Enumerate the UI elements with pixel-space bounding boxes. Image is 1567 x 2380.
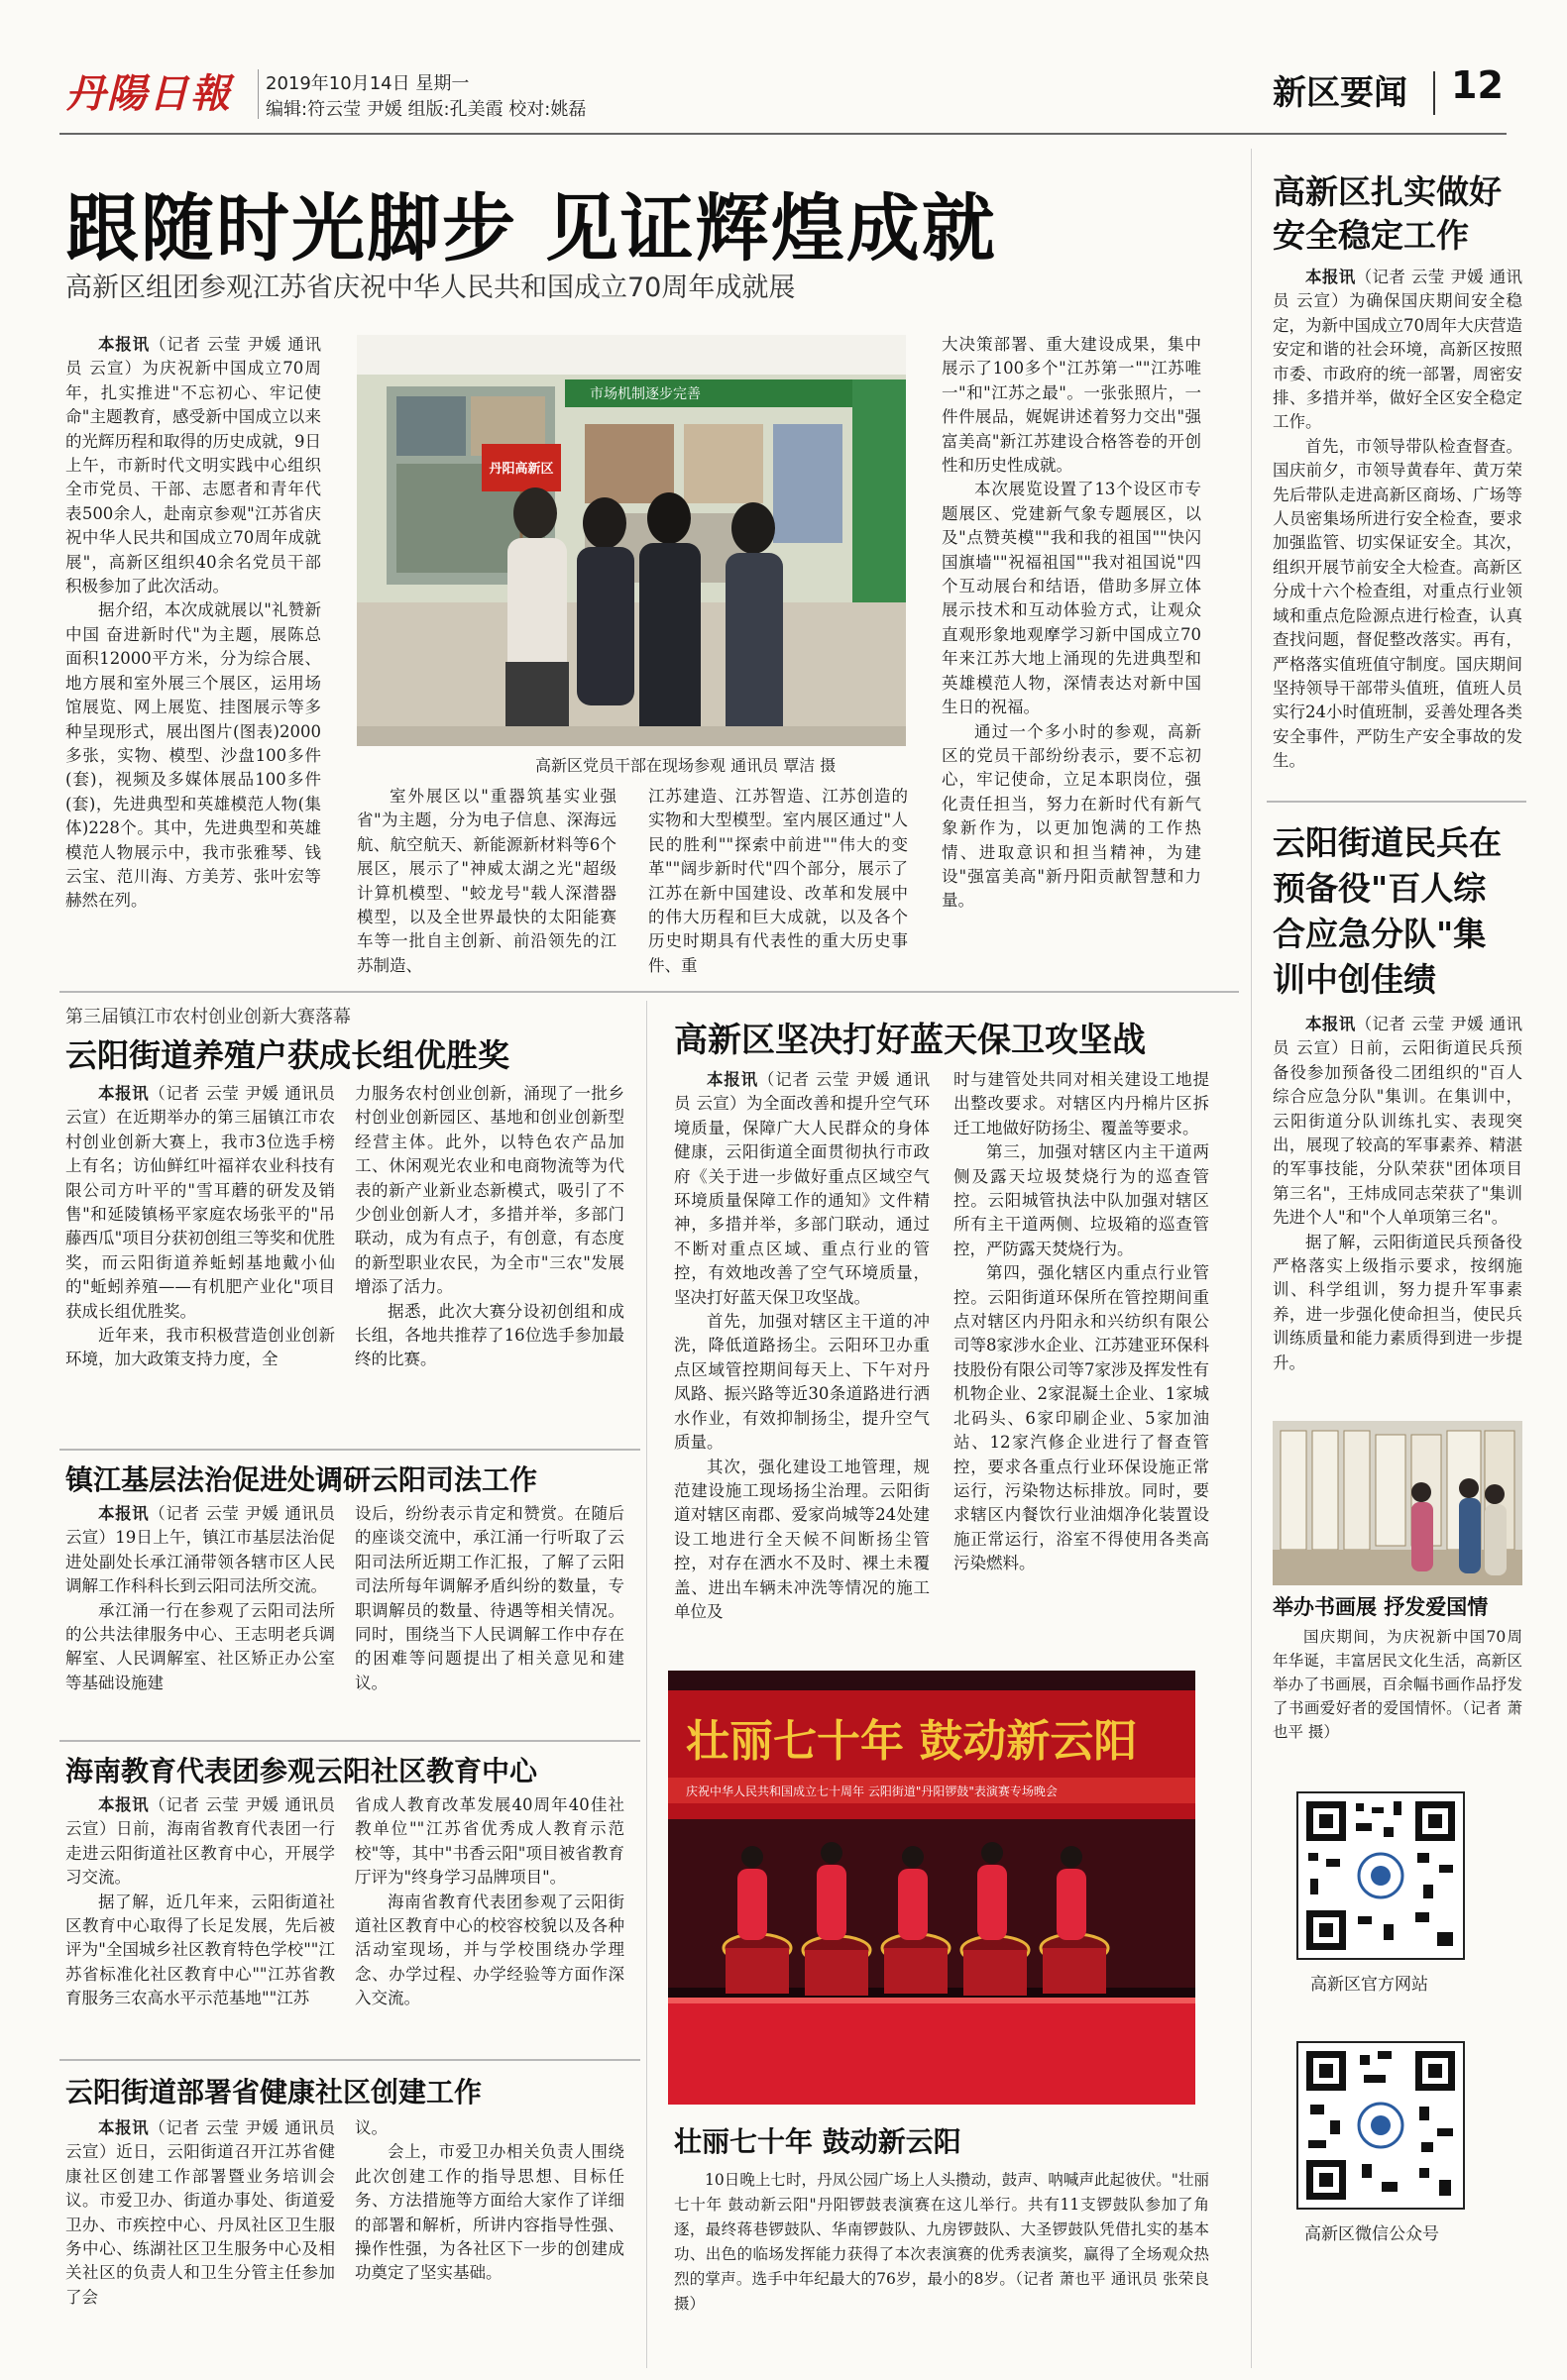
- law-headline: 镇江基层法治促进处调研云阳司法工作: [65, 1463, 538, 1496]
- right2-body: 本报讯（记者 云莹 尹媛 通讯员 云宣）日前，云阳街道民兵预备役参加预备役二团组织的"百人综合应急分队"集训。在集训中，云阳街道分队训练扎实、表现突出，展现了较高的军事素养、精湛的军事技能，分队荣获"团体项目第三名"，王炜成同志荣获了"集训先进个人"和"个人单项第三名"。 据了解，云阳街道民兵预备役严格落实上级指示要求，按纲施训、科学组训，努力提升军事素养，进一步强化使命担当，使民兵训练质量和能力素质得到进一步提升。: [1273, 1015, 1522, 1372]
- drum-headline: 壮丽七十年 鼓动新云阳: [674, 2125, 961, 2158]
- right2-headline-line3: 合应急分队"集: [1273, 915, 1487, 953]
- lead-subhead: 高新区组团参观江苏省庆祝中华人民共和国成立70周年成就展: [65, 272, 796, 303]
- lead-column-4: 大决策部署、重大建设成果，集中展示了100多个"江苏第一""江苏唯一"和"江苏之最"。一张张照片，一件件展品，娓娓讲述着努力交出"强富美高"新江苏建设合格答卷的开创性和历史性成就。 本次展览设置了13个设区市专题展区、党建新气象专题展区，以及"点赞英模""我和我的祖国""快闪国旗墙""祝福祖国""我对祖国说"四个互动展台和结语，借助多屏立体展示技术和互动体验方式，让观众直观形象地观摩学习新中国成立70年来江苏大地上涌现的先进典型和英雄模范人物，深情表达对新中国生日的祝福。 通过一个多小时的参观，高新区的党员干部纷纷表示，要不忘初心，牢记使命，立足本职岗位，强化责任担当，努力在新时代有新气象新作为，以更加饱满的工作热情、进取意识和担当精神，为建设"强富美高"新丹阳贡献智慧和力量。: [942, 335, 1201, 911]
- photo-banner-text: 市场机制逐步完善: [590, 386, 701, 402]
- page-number: 12: [1451, 63, 1504, 107]
- website-qr-label: 高新区官方网站: [1310, 1975, 1428, 1995]
- lead-dateline: 本报讯: [98, 335, 150, 354]
- wechat-qr-code[interactable]: [1296, 2041, 1465, 2210]
- lead-column-2: 室外展区以"重器筑基实业强省"为主题，分为电子信息、深海远航、航空航天、新能源新材料等6个展区，展示了"神威太湖之光"超级计算机模型、"蛟龙号"载人深潜器模型，以及全世界最快的太阳能赛车等一批自主创新、前沿领先的江苏制造、: [357, 787, 616, 975]
- drum-stage-text: 庆祝中华人民共和国成立七十周年 云阳街道"丹阳锣鼓"表演赛专场晚会: [686, 1785, 1058, 1798]
- edu-column-2: 省成人教育改革发展40周年40佳社教单位""江苏省优秀成人教育示范校"等，其中"书香云阳"项目被省教育厅评为"终身学习品牌项目"。 海南省教育代表团参观了云阳街道社区教育中心的校容校貌以及各种活动室现场，并与学校围绕办学理念、办学过程、办学经验等方面作深入交流。: [355, 1795, 624, 2008]
- drum-caption: 10日晚上七时，丹凤公园广场上人头攒动，鼓声、呐喊声此起彼伏。"壮丽七十年 鼓动新云阳"丹阳锣鼓表演赛在这儿举行。共有11支锣鼓队参加了角逐，最终蒋巷锣鼓队、华南锣鼓队、九房锣鼓队、大圣锣鼓队凭借扎实的基本功、出色的临场发挥能力获得了本次表演赛的优秀表演奖，赢得了全场观众热烈的掌声。选手中年纪最大的76岁，最小的8岁。（记者 萧也平 通讯员 张荣良 摄）: [674, 2171, 1209, 2313]
- lead-photo-caption: 高新区党员干部在现场参观 通讯员 覃洁 摄: [535, 756, 837, 775]
- right1-headline-line2: 安全稳定工作: [1273, 216, 1469, 255]
- lead-column-3: 江苏建造、江苏智造、江苏创造的实物和大型模型。室内展区通过"人民的胜利""探索中前进""伟大的变革""阔步新时代"四个部分，展示了江苏在新中国建设、改革和发展中的伟大历程和巨大成就，以及各个历史时期具有代表性的重大历史事件、重: [648, 787, 908, 975]
- right2-headline-line4: 训中创佳绩: [1273, 960, 1436, 999]
- edu-headline: 海南教育代表团参观云阳社区教育中心: [65, 1755, 538, 1787]
- section-title: 新区要闻: [1273, 73, 1407, 113]
- farm-column-2: 力服务农村创业创新，涌现了一批乡村创业创新园区、基地和创业创新型经营主体。此外，以特色农产品加工、休闲观光农业和电商物流等为代表的新产业新业态新模式，吸引了不少创业创新人才，多措并举，多部门联动，成为有点子，有创意，有态度的新型职业农民，为全市"三农"发展增添了活力。 据悉，此次大赛分设初创组和成长组，各地共推荐了16位选手参加最终的比赛。: [355, 1084, 624, 1369]
- editorial-staff: 编辑:符云莹 尹媛 组版:孔美霞 校对:姚磊: [266, 99, 587, 120]
- newspaper-logo: 丹陽日報: [65, 71, 232, 117]
- lead-column-1: 本报讯（记者 云莹 尹媛 通讯员 云宣）为庆祝新中国成立70周年，扎实推进"不忘初心、牢记使命"主题教育，感受新中国成立以来的光辉历程和取得的历史成就，9日上午，市新时代文明实践中心组织全市党员、干部、志愿者和青年代表500余人，赴南京参观"江苏省庆祝中华人民共和国成立70周年成就展"，高新区组织40余名党员干部积极参加了此次活动。 据介绍，本次成就展以"礼赞新中国 奋进新时代"为主题，展陈总面积12000平方米，分为综合展、地方展和室外展三个展区，运用场馆展览、网上展览、挂图展示等多种呈现形式，展出图片(图表)2000多张，实物、模型、沙盘100多件(套)，视频及多媒体展品100多件(套)，先进典型和英雄模范人物(集体)228个。其中，先进典型和英雄模范人物展示中，我市张雅琴、钱云宝、范川海、方美芳、张叶宏等赫然在列。: [65, 335, 321, 911]
- health-column-2: 议。 会上，市爱卫办相关负责人围绕此次创建工作的指导思想、目标任务、方法措施等方面给大家作了详细的部署和解析，所讲内容指导性强、操作性强，为各社区下一步的创建成功奠定了坚实基础。: [355, 2118, 624, 2283]
- right1-headline-line1: 高新区扎实做好: [1273, 172, 1502, 211]
- issue-date: 2019年10月14日 星期一: [266, 73, 470, 94]
- photo-sign-text: 丹阳高新区: [489, 462, 554, 477]
- wechat-qr-label: 高新区微信公众号: [1304, 2224, 1439, 2244]
- health-column-1: 本报讯（记者 云莹 尹媛 通讯员 云宣）近日，云阳街道召开江苏省健康社区创建工作部署暨业务培训会议。市爱卫办、街道办事处、街道爱卫办、市疾控中心、丹凤社区卫生服务中心、练湖社区卫生服务中心及相关社区的负责人和卫生分管主任参加了会: [65, 2118, 335, 2307]
- right1-body: 本报讯（记者 云莹 尹媛 通讯员 云宣）为确保国庆期间安全稳定，为新中国成立70周年大庆营造安定和谐的社会环境，高新区按照市委、市政府的统一部署，周密安排、多措并举，做好全区安全稳定工作。 首先，市领导带队检查督查。国庆前夕，市领导黄春年、黄万荣先后带队走进高新区商场、广场等人员密集场所进行安全检查，要求加强监管、切实保证安全。其次，组织开展节前安全大检查。高新区分成十六个检查组，对重点行业领域和重点危险源点进行检查，认真查找问题，督促整改落实。再有，严格落实值班值守制度。国庆期间坚持领导干部带头值班，值班人员实行24小时值班制，妥善处理各类安全事件，严防生产安全事故的发生。: [1273, 268, 1522, 771]
- farm-headline: 云阳街道养殖户获成长组优胜奖: [65, 1036, 510, 1074]
- law-column-2: 设后，纷纷表示肯定和赞赏。在随后的座谈交流中，承江涌一行听取了云阳司法所近期工作汇报，了解了云阳司法所每年调解矛盾纠纷的数量，专职调解员的数量、待遇等相关情况。同时，围绕当下人民调解工作中存在的困难等问题提出了相关意见和建议。: [355, 1504, 624, 1692]
- lead-photo-exhibition: [357, 335, 906, 746]
- lead-headline: 跟随时光脚步 见证辉煌成就: [65, 186, 997, 271]
- drum-performance-photo: [668, 1671, 1195, 2105]
- right2-headline-line2: 预备役"百人综: [1273, 869, 1487, 908]
- calligraphy-photo: [1273, 1421, 1522, 1585]
- farm-kicker: 第三届镇江市农村创业创新大赛落幕: [65, 1007, 351, 1028]
- edu-column-1: 本报讯（记者 云莹 尹媛 通讯员 云宣）日前，海南省教育代表团一行走进云阳街道社区教育中心，开展学习交流。 据了解，近几年来，云阳街道社区教育中心取得了长足发展，先后被评为"全国城乡社区教育特色学校""江苏省标准化社区教育中心""江苏省教育服务三农高水平示范基地""江苏: [65, 1795, 335, 2008]
- calligraphy-headline: 举办书画展 抒发爱国情: [1273, 1595, 1489, 1619]
- health-headline: 云阳街道部署省健康社区创建工作: [65, 2076, 483, 2109]
- farm-column-1: 本报讯（记者 云莹 尹媛 通讯员 云宣）在近期举办的第三届镇江市农村创业创新大赛上，我市3位选手榜上有名；访仙鲜红叶福祥农业科技有限公司方叶平的"雪耳蘑的研发及销售"和延陵镇杨平家庭农场张平的"吊藤西瓜"项目分获初创组三等奖和优胜奖，而云阳街道养蚯蚓基地戴小仙的"蚯蚓养殖——有机肥产业化"项目获成长组优胜奖。 近年来，我市积极营造创业创新环境，加大政策支持力度，全: [65, 1084, 335, 1369]
- sky-column-2: 时与建管处共同对相关建设工地提出整改要求。对辖区内丹棉片区拆迁工地做好防扬尘、覆盖等要求。 第三，加强对辖区内主干道两侧及露天垃圾焚烧行为的巡查管控。云阳城管执法中队加强对辖区所有主干道两侧、垃圾箱的巡查管控，严防露天焚烧行为。 第四，强化辖区内重点行业管控。云阳街道环保所在管控期间重点对辖区内丹阳永和兴纺织有限公司等8家涉水企业、江苏建亚环保科技股份有限公司等7家涉及挥发性有机物企业、2家混凝土企业、1家城北码头、6家印刷企业、5家加油站、12家汽修企业进行了督查管控，要求各重点行业环保设施正常运行，污染物达标排放。同时，要求辖区内餐饮行业油烟净化装置设施正常运行，浴室不得使用各类高污染燃料。: [953, 1070, 1209, 1573]
- sky-column-1: 本报讯（记者 云莹 尹媛 通讯员 云宣）为全面改善和提升空气环境质量，保障广大人民群众的身体健康，云阳街道全面贯彻执行市政府《关于进一步做好重点区域空气环境质量保障工作的通知》文件精神，多措并举，多部门联动，通过不断对重点区域、重点行业的管控，有效地改善了空气环境质量，坚决打好蓝天保卫攻坚战。 首先，加强对辖区主干道的冲洗，降低道路扬尘。云阳环卫办重点区域管控期间每天上、下午对丹凤路、振兴路等近30条道路进行洒水作业，有效抑制扬尘，提升空气质量。 其次，强化建设工地管理，规范建设施工现场扬尘治理。云阳街道对辖区南郡、爱家尚城等24处建设工地进行全天候不间断扬尘管控，对存在洒水不及时、裸土未覆盖、进出车辆未冲洗等情况的施工单位及: [674, 1070, 930, 1621]
- calligraphy-caption: 国庆期间，为庆祝新中国70周年华诞，丰富居民文化生活，高新区举办了书画展，百余幅书画作品抒发了书画爱好者的爱国情怀。（记者 萧也平 摄）: [1273, 1628, 1522, 1741]
- drum-banner-text: 壮丽七十年 鼓动新云阳: [686, 1716, 1138, 1767]
- law-column-1: 本报讯（记者 云莹 尹媛 通讯员 云宣）19日上午，镇江市基层法治促进处副处长承江涌带领各辖市区人民调解工作科科长到云阳司法所交流。 承江涌一行在参观了云阳司法所的公共法律服务中心、王志明老兵调解室、人民调解室、社区矫正办公室等基础设施建: [65, 1504, 335, 1692]
- right2-headline-line1: 云阳街道民兵在: [1273, 823, 1502, 862]
- sky-headline: 高新区坚决打好蓝天保卫攻坚战: [674, 1021, 1146, 1060]
- website-qr-code[interactable]: [1296, 1791, 1465, 1960]
